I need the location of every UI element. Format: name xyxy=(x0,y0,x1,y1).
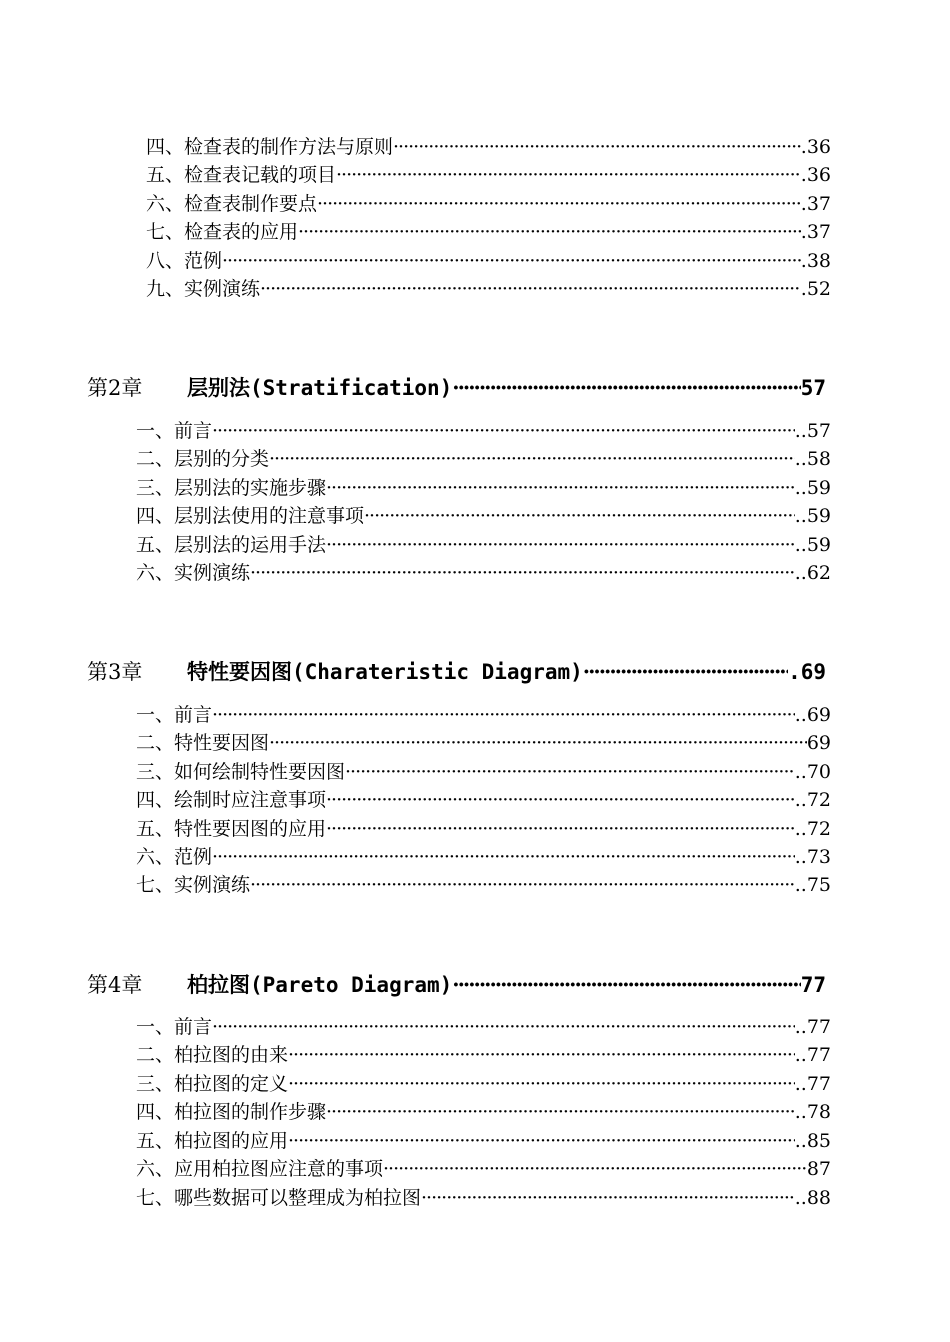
toc-entry-label: 四、层别法使用的注意事项 xyxy=(136,505,365,527)
toc-entry[interactable] xyxy=(146,275,831,303)
chapter-page: 77 xyxy=(800,973,826,997)
toc-entry-page: ..69 xyxy=(794,704,831,726)
dot-leader xyxy=(364,502,795,530)
toc-entry[interactable] xyxy=(146,161,831,189)
dot-leader xyxy=(288,1070,795,1098)
toc-entry-page: ..75 xyxy=(794,874,831,896)
toc-entry-label: 五、检查表记载的项目 xyxy=(146,164,337,186)
chapter-page: .69 xyxy=(788,660,826,684)
dot-leader xyxy=(326,474,795,502)
toc-entry-label: 八、范例 xyxy=(146,250,223,272)
toc-entry[interactable] xyxy=(136,1127,831,1155)
toc-entry-page: ..77 xyxy=(794,1073,831,1095)
dot-leader xyxy=(336,161,801,189)
toc-entry[interactable] xyxy=(146,190,831,218)
toc-entry-label: 六、检查表制作要点 xyxy=(146,193,318,215)
toc-entry[interactable] xyxy=(136,531,831,559)
toc-entry-page: ..62 xyxy=(794,562,831,584)
dot-leader xyxy=(326,815,795,843)
toc-entry-label: 六、应用柏拉图应注意的事项 xyxy=(136,1158,384,1180)
toc-entry[interactable] xyxy=(136,1013,831,1041)
toc-entry-page: .36 xyxy=(800,164,831,186)
toc-entry[interactable] xyxy=(136,1155,831,1183)
toc-entry[interactable] xyxy=(136,786,831,814)
toc-entry-label: 三、层别法的实施步骤 xyxy=(136,477,327,499)
toc-entry-label: 三、柏拉图的定义 xyxy=(136,1073,289,1095)
toc-entry[interactable] xyxy=(146,218,831,246)
dot-leader xyxy=(288,1127,795,1155)
toc-entry-page: ..57 xyxy=(794,420,831,442)
toc-entry-page: .36 xyxy=(800,136,831,158)
toc-entry[interactable] xyxy=(136,474,831,502)
dot-leader xyxy=(288,1041,795,1069)
toc-entry-label: 三、如何绘制特性要因图 xyxy=(136,761,346,783)
dot-leader xyxy=(326,786,795,814)
dot-leader xyxy=(260,275,801,303)
toc-entry-page: ..70 xyxy=(794,761,831,783)
toc-entry-label: 一、前言 xyxy=(136,420,213,442)
toc-entry-page: ..72 xyxy=(794,818,831,840)
dot-leader xyxy=(250,559,795,587)
toc-entry-page: ..77 xyxy=(794,1044,831,1066)
toc-entry[interactable] xyxy=(136,758,831,786)
dot-leader xyxy=(250,871,795,899)
toc-entry[interactable] xyxy=(136,445,831,473)
chapter-heading-2[interactable] xyxy=(87,372,826,404)
toc-entry-label: 四、检查表的制作方法与原则 xyxy=(146,136,394,158)
toc-entry-label: 二、柏拉图的由来 xyxy=(136,1044,289,1066)
toc-entry-label: 四、柏拉图的制作步骤 xyxy=(136,1101,327,1123)
toc-entry[interactable] xyxy=(136,1098,831,1126)
dot-leader xyxy=(212,843,795,871)
toc-entry-page: .37 xyxy=(800,193,831,215)
toc-entry-label: 六、实例演练 xyxy=(136,562,251,584)
toc-entry[interactable] xyxy=(136,843,831,871)
dot-leader xyxy=(452,372,800,404)
toc-entry-label: 五、特性要因图的应用 xyxy=(136,818,327,840)
toc-entry-page: ..77 xyxy=(794,1016,831,1038)
chapter-number: 第4章 xyxy=(87,973,143,997)
toc-entry-page: .38 xyxy=(800,250,831,272)
toc-entry-page: .37 xyxy=(800,221,831,243)
toc-entry-label: 七、哪些数据可以整理成为柏拉图 xyxy=(136,1187,422,1209)
toc-entry-page: 69 xyxy=(806,732,831,754)
toc-entry-label: 五、柏拉图的应用 xyxy=(136,1130,289,1152)
toc-entry-page: ..59 xyxy=(794,534,831,556)
dot-leader xyxy=(393,133,801,161)
toc-entry[interactable] xyxy=(146,247,831,275)
dot-leader xyxy=(317,190,801,218)
toc-entry[interactable] xyxy=(136,1070,831,1098)
dot-leader xyxy=(222,247,801,275)
chapter-title: 特性要因图(Charateristic Diagram) xyxy=(187,660,583,684)
chapter-title: 层别法(Stratification) xyxy=(187,376,453,400)
toc-entry-label: 六、范例 xyxy=(136,846,213,868)
dot-leader xyxy=(212,701,795,729)
toc-entry[interactable] xyxy=(136,729,831,757)
toc-entry-page: ..73 xyxy=(794,846,831,868)
dot-leader xyxy=(269,445,795,473)
toc-entry-page: ..58 xyxy=(794,448,831,470)
toc-entry-page: ..59 xyxy=(794,477,831,499)
toc-entry-label: 七、检查表的应用 xyxy=(146,221,299,243)
dot-leader xyxy=(326,531,795,559)
dot-leader xyxy=(421,1184,795,1212)
toc-entry-label: 一、前言 xyxy=(136,704,213,726)
dot-leader xyxy=(452,969,800,1001)
dot-leader xyxy=(345,758,795,786)
toc-entry-page: ..72 xyxy=(794,789,831,811)
toc-entry-label: 二、特性要因图 xyxy=(136,732,270,754)
toc-entry[interactable] xyxy=(136,815,831,843)
toc-entry-label: 七、实例演练 xyxy=(136,874,251,896)
toc-entry-label: 一、前言 xyxy=(136,1016,213,1038)
toc-entry-label: 四、绘制时应注意事项 xyxy=(136,789,327,811)
toc-entry-label: 九、实例演练 xyxy=(146,278,261,300)
toc-entry[interactable] xyxy=(136,1184,831,1212)
dot-leader xyxy=(583,656,788,688)
dot-leader xyxy=(298,218,801,246)
dot-leader xyxy=(269,729,807,757)
toc-entry-label: 二、层别的分类 xyxy=(136,448,270,470)
chapter-page: 57 xyxy=(800,376,826,400)
toc-entry[interactable] xyxy=(136,502,831,530)
toc-entry-page: ..88 xyxy=(794,1187,831,1209)
dot-leader xyxy=(326,1098,795,1126)
toc-entry[interactable] xyxy=(136,417,831,445)
toc-entry[interactable] xyxy=(136,1041,831,1069)
toc-entry-label: 五、层别法的运用手法 xyxy=(136,534,327,556)
toc-entry-page: ..85 xyxy=(794,1130,831,1152)
dot-leader xyxy=(212,1013,795,1041)
toc-entry[interactable] xyxy=(146,133,831,161)
toc-entry-page: ..59 xyxy=(794,505,831,527)
toc-entry[interactable] xyxy=(136,559,831,587)
dot-leader xyxy=(383,1155,807,1183)
chapter-heading-3[interactable] xyxy=(87,656,826,688)
chapter-heading-4[interactable] xyxy=(87,969,826,1001)
toc-entry-page: .52 xyxy=(800,278,831,300)
toc-entry[interactable] xyxy=(136,701,831,729)
chapter-number: 第3章 xyxy=(87,660,143,684)
dot-leader xyxy=(212,417,795,445)
chapter-title: 柏拉图(Pareto Diagram) xyxy=(187,973,453,997)
toc-entry-page: 87 xyxy=(806,1158,831,1180)
chapter-number: 第2章 xyxy=(87,376,143,400)
toc-entry-page: ..78 xyxy=(794,1101,831,1123)
toc-entry[interactable] xyxy=(136,871,831,899)
